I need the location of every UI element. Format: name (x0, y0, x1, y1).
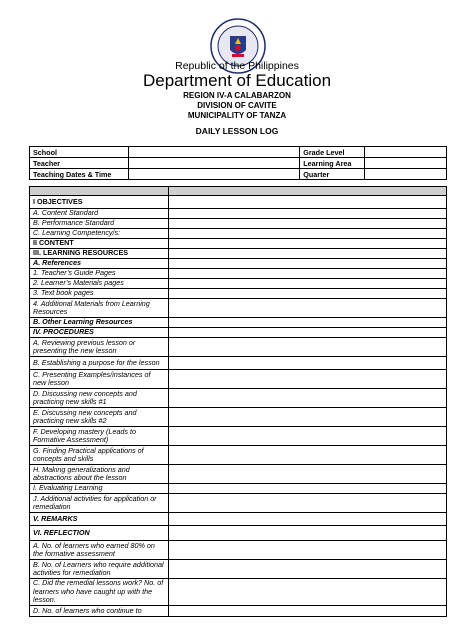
republic-label: Republic of the Philippines (175, 60, 299, 72)
table-row (30, 370, 447, 389)
row-label: I OBJECTIVES (30, 196, 169, 209)
row-value-cell[interactable] (168, 446, 446, 465)
row-label: I. Evaluating Learning (30, 484, 169, 494)
school-field[interactable] (128, 147, 299, 158)
row-label: A. References (30, 259, 169, 269)
row-label: IV. PROCEDURES (30, 328, 169, 338)
table-row (30, 239, 447, 249)
row-label: A. Content Standard (30, 209, 169, 219)
table-row (30, 446, 447, 465)
row-value-cell[interactable] (168, 299, 446, 318)
row-label: III. LEARNING RESOURCES (30, 249, 169, 259)
row-value-cell[interactable] (168, 357, 446, 370)
table-row (30, 541, 447, 560)
division-label: DIVISION OF CAVITE (197, 101, 277, 110)
row-label: E. Discussing new concepts and practicing new skills #2 (30, 408, 169, 427)
table-row (30, 318, 447, 328)
row-label: VI. REFLECTION (30, 526, 169, 541)
row-value-cell[interactable] (168, 219, 446, 229)
dates-field[interactable] (128, 169, 299, 180)
row-label: 2. Learner’s Materials pages (30, 279, 169, 289)
table-row (30, 606, 447, 617)
table-row (30, 427, 447, 446)
row-value-cell[interactable] (168, 494, 446, 513)
row-label: C. Presenting Examples/instances of new lesson (30, 370, 169, 389)
row-label: D. Discussing new concepts and practicing new skills #1 (30, 389, 169, 408)
row-value-cell[interactable] (168, 229, 446, 239)
table-row (30, 560, 447, 579)
grade-level-field[interactable] (365, 147, 447, 158)
row-value-cell[interactable] (168, 370, 446, 389)
row-value-cell[interactable] (168, 249, 446, 259)
header-cell-right (168, 187, 446, 196)
table-row (30, 289, 447, 299)
table-row (30, 249, 447, 259)
table-row (30, 494, 447, 513)
row-value-cell[interactable] (168, 579, 446, 606)
table-row (30, 219, 447, 229)
table-row (30, 259, 447, 269)
row-label: B. Performance Standard (30, 219, 169, 229)
row-label: G. Finding Practical applications of concepts and skills (30, 446, 169, 465)
table-row (30, 338, 447, 357)
document-title: DAILY LESSON LOG (195, 126, 279, 136)
quarter-label: Quarter (300, 169, 365, 180)
dates-label: Teaching Dates & Time (30, 169, 129, 180)
row-label: 1. Teacher’s Guide Pages (30, 269, 169, 279)
region-label: REGION IV-A CALABARZON (183, 91, 291, 100)
row-label: 3. Text book pages (30, 289, 169, 299)
table-row (30, 279, 447, 289)
row-value-cell[interactable] (168, 541, 446, 560)
row-value-cell[interactable] (168, 239, 446, 249)
row-value-cell[interactable] (168, 289, 446, 299)
row-value-cell[interactable] (168, 269, 446, 279)
lesson-log-table (29, 186, 447, 617)
table-row (30, 229, 447, 239)
table-row (30, 513, 447, 526)
row-label: J. Additional activities for application or remediation (30, 494, 169, 513)
row-label: H. Making generalizations and abstractions about the lesson (30, 465, 169, 484)
row-value-cell[interactable] (168, 465, 446, 484)
row-value-cell[interactable] (168, 560, 446, 579)
table-header-row (30, 187, 447, 196)
row-label: C. Did the remedial lessons work? No. of learners who have caught up with the lesson. (30, 579, 169, 606)
row-value-cell[interactable] (168, 318, 446, 328)
row-value-cell[interactable] (168, 427, 446, 446)
teacher-field[interactable] (128, 158, 299, 169)
table-row (30, 209, 447, 219)
info-table (29, 146, 447, 180)
table-row (30, 357, 447, 370)
row-value-cell[interactable] (168, 408, 446, 427)
grade-level-label: Grade Level (300, 147, 365, 158)
row-label: II CONTENT (30, 239, 169, 249)
row-label: 4. Additional Materials from Learning Resources (30, 299, 169, 318)
row-label: B. No. of Learners who require additional activities for remediation (30, 560, 169, 579)
row-value-cell[interactable] (168, 389, 446, 408)
row-label: V. REMARKS (30, 513, 169, 526)
row-value-cell[interactable] (168, 328, 446, 338)
row-label: D. No. of learners who continue to (30, 606, 169, 617)
table-row (30, 299, 447, 318)
row-value-cell[interactable] (168, 338, 446, 357)
row-label: B. Other Learning Resources (30, 318, 169, 328)
row-value-cell[interactable] (168, 209, 446, 219)
row-value-cell[interactable] (168, 279, 446, 289)
table-row (30, 269, 447, 279)
row-value-cell[interactable] (168, 513, 446, 526)
row-label: A. Reviewing previous lesson or presenting the new lesson (30, 338, 169, 357)
table-row (30, 408, 447, 427)
row-label: B. Establishing a purpose for the lesson (30, 357, 169, 370)
row-value-cell[interactable] (168, 606, 446, 617)
municipality-label: MUNICIPALITY OF TANZA (187, 111, 287, 120)
row-label: F. Developing mastery (Leads to Formative Assessment) (30, 427, 169, 446)
table-row (30, 196, 447, 209)
row-value-cell[interactable] (168, 259, 446, 269)
table-row (30, 389, 447, 408)
learning-area-label: Learning Area (300, 158, 365, 169)
teacher-label: Teacher (30, 158, 129, 169)
school-label: School (30, 147, 129, 158)
row-label: A. No. of learners who earned 80% on the formative assessment (30, 541, 169, 560)
row-label: C. Learning Competency/s: (30, 229, 169, 239)
table-row (30, 579, 447, 606)
row-value-cell[interactable] (168, 484, 446, 494)
table-row (30, 328, 447, 338)
department-title: Department of Education (142, 71, 332, 90)
table-row (30, 484, 447, 494)
row-value-cell[interactable] (168, 196, 446, 209)
header-cell-left (30, 187, 169, 196)
row-value-cell[interactable] (168, 526, 446, 541)
table-row (30, 526, 447, 541)
learning-area-field[interactable] (365, 158, 447, 169)
table-row (30, 465, 447, 484)
quarter-field[interactable] (365, 169, 447, 180)
